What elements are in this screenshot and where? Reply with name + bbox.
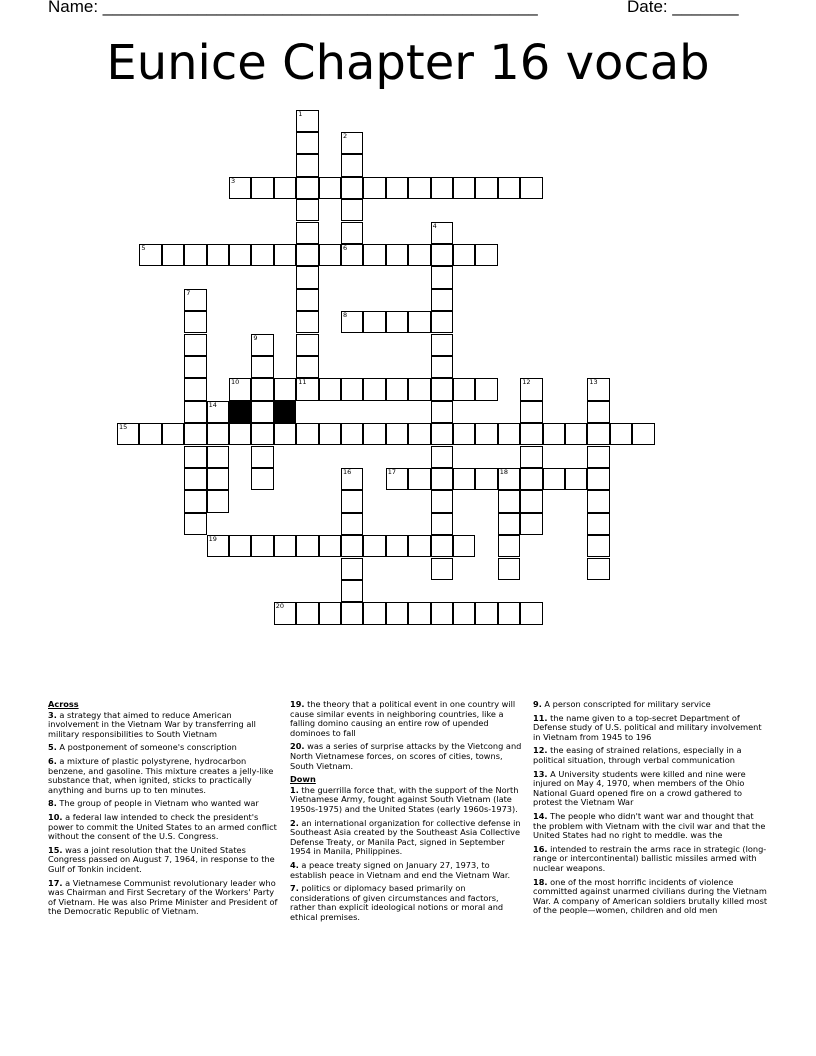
grid-cell[interactable]	[162, 423, 184, 445]
grid-cell[interactable]	[431, 222, 453, 244]
grid-cell[interactable]	[520, 423, 542, 445]
name-label: Name: ______________________________________________	[48, 0, 538, 16]
grid-cell[interactable]	[431, 602, 453, 624]
grid-cell[interactable]	[184, 356, 206, 378]
clue-text: a peace treaty signed on January 27, 1973, to establish peace in Vietnam and end the Vietnam War.	[290, 859, 511, 880]
clue-number: 10.	[48, 811, 63, 822]
grid-cell[interactable]	[184, 289, 206, 311]
cell-number: 3	[231, 176, 236, 185]
clue-item	[48, 743, 284, 753]
grid-cell[interactable]	[296, 311, 318, 333]
grid-cell[interactable]	[431, 266, 453, 288]
grid-cell[interactable]	[274, 244, 296, 266]
grid-cell[interactable]	[184, 401, 206, 423]
grid-cell[interactable]	[543, 423, 565, 445]
grid-cell[interactable]	[296, 154, 318, 176]
grid-cell[interactable]	[431, 468, 453, 490]
grid-cell[interactable]	[587, 446, 609, 468]
clue-number: 19.	[290, 699, 305, 709]
grid-cell[interactable]	[431, 558, 453, 580]
grid-cell[interactable]	[251, 423, 273, 445]
grid-cell[interactable]	[139, 423, 161, 445]
cell-number: 19	[208, 535, 217, 544]
grid-cell[interactable]	[341, 468, 363, 490]
grid-cell[interactable]	[296, 289, 318, 311]
grid-cell[interactable]	[251, 356, 273, 378]
grid-cell[interactable]	[453, 177, 475, 199]
grid-cell[interactable]	[408, 378, 430, 400]
grid-cell[interactable]	[341, 490, 363, 512]
cell-number: 13	[589, 378, 598, 387]
grid-cell[interactable]	[251, 446, 273, 468]
clue-item	[290, 884, 526, 922]
grid-cell[interactable]	[386, 177, 408, 199]
blocked-cell	[274, 401, 296, 423]
clue-number: 5.	[48, 742, 57, 753]
grid-cell[interactable]	[408, 244, 430, 266]
grid-cell[interactable]	[520, 513, 542, 535]
clue-number: 6.	[48, 755, 57, 766]
clue-text: A person conscripted for military service	[541, 699, 711, 709]
clue-text: the guerrilla force that, with the support of the North Vietnamese Army, fought against South Vietnam (late 1950s-1975) and the United States (early 1960s-1973).	[290, 784, 519, 814]
grid-cell[interactable]	[363, 423, 385, 445]
grid-cell[interactable]	[431, 423, 453, 445]
clue-item	[533, 714, 769, 743]
clue-item	[48, 757, 284, 795]
grid-cell[interactable]	[498, 468, 520, 490]
grid-cell[interactable]	[431, 446, 453, 468]
grid-cell[interactable]	[274, 423, 296, 445]
clue-item	[48, 813, 284, 842]
grid-cell[interactable]	[386, 311, 408, 333]
grid-cell[interactable]	[520, 177, 542, 199]
grid-cell[interactable]	[251, 401, 273, 423]
grid-cell[interactable]	[251, 468, 273, 490]
clue-text: A postponement of someone's conscription	[56, 742, 237, 753]
grid-cell[interactable]	[363, 378, 385, 400]
grid-cell[interactable]	[475, 602, 497, 624]
grid-cell[interactable]	[453, 423, 475, 445]
grid-cell[interactable]	[475, 468, 497, 490]
grid-cell[interactable]	[296, 222, 318, 244]
grid-cell[interactable]	[274, 378, 296, 400]
grid-cell[interactable]	[296, 334, 318, 356]
grid-cell[interactable]	[184, 446, 206, 468]
clue-number: 11.	[533, 712, 548, 723]
grid-cell[interactable]	[520, 446, 542, 468]
grid-cell[interactable]	[587, 401, 609, 423]
grid-cell[interactable]	[296, 132, 318, 154]
grid-cell[interactable]	[565, 468, 587, 490]
grid-cell[interactable]	[565, 423, 587, 445]
grid-cell[interactable]	[431, 490, 453, 512]
grid-cell[interactable]	[386, 468, 408, 490]
grid-cell[interactable]	[453, 535, 475, 557]
grid-cell[interactable]	[386, 423, 408, 445]
grid-cell[interactable]	[341, 199, 363, 221]
clue-text: The people who didn't want war and thought that the problem with Vietnam with the civil war and that the United States had no right to meddle. was the	[533, 810, 766, 841]
grid-cell[interactable]	[296, 177, 318, 199]
grid-cell[interactable]	[520, 602, 542, 624]
grid-cell[interactable]	[431, 334, 453, 356]
clue-text: an international organization for collective defense in Southeast Asia created by the Southeast Asia Collective Defense Treaty, or Manila Pact, signed in September 1954 in Manila, Philippines.	[290, 817, 521, 857]
grid-cell[interactable]	[251, 334, 273, 356]
cell-number: 10	[231, 378, 240, 387]
clue-text: was a joint resolution that the United States Congress passed on August 7, 1964, in response to the Gulf of Tonkin incident.	[48, 844, 275, 874]
grid-cell[interactable]	[632, 423, 654, 445]
grid-cell[interactable]	[363, 177, 385, 199]
clue-item	[48, 799, 284, 809]
clue-number: 16.	[533, 843, 548, 854]
grid-cell[interactable]	[475, 177, 497, 199]
grid-cell[interactable]	[251, 535, 273, 557]
grid-cell[interactable]	[431, 378, 453, 400]
grid-cell[interactable]	[431, 244, 453, 266]
grid-cell[interactable]	[453, 602, 475, 624]
grid-cell[interactable]	[296, 110, 318, 132]
grid-cell[interactable]	[274, 535, 296, 557]
clue-text: politics or diplomacy based primarily on considerations of given circumstances and factors, rather than explicit ideological notions or moral and ethical premises.	[290, 883, 504, 922]
grid-cell[interactable]	[408, 468, 430, 490]
grid-cell[interactable]	[207, 490, 229, 512]
grid-cell[interactable]	[207, 468, 229, 490]
grid-cell[interactable]	[475, 244, 497, 266]
clue-item	[533, 770, 769, 808]
grid-cell[interactable]	[431, 177, 453, 199]
grid-cell[interactable]	[319, 244, 341, 266]
grid-cell[interactable]	[117, 423, 139, 445]
clue-text: the theory that a political event in one country will cause similar events in neighboring countries, like a falling domino causing an entire row of upended dominoes to fall	[290, 699, 516, 738]
clue-item	[533, 700, 769, 710]
grid-cell[interactable]	[229, 177, 251, 199]
grid-cell[interactable]	[229, 244, 251, 266]
clue-number: 4.	[290, 859, 299, 870]
clue-item	[48, 711, 284, 740]
grid-cell[interactable]	[184, 423, 206, 445]
grid-cell[interactable]	[251, 244, 273, 266]
grid-cell[interactable]	[319, 378, 341, 400]
grid-cell[interactable]	[319, 423, 341, 445]
grid-cell[interactable]	[363, 535, 385, 557]
grid-cell[interactable]	[431, 513, 453, 535]
clue-item	[533, 812, 769, 841]
clue-number: 14.	[533, 810, 548, 821]
clue-item	[533, 845, 769, 874]
grid-cell[interactable]	[251, 378, 273, 400]
grid-cell[interactable]	[341, 244, 363, 266]
grid-cell[interactable]	[184, 311, 206, 333]
grid-cell[interactable]	[453, 468, 475, 490]
grid-cell[interactable]	[498, 513, 520, 535]
grid-cell[interactable]	[408, 602, 430, 624]
grid-cell[interactable]	[296, 356, 318, 378]
grid-cell[interactable]	[296, 535, 318, 557]
grid-cell[interactable]	[341, 154, 363, 176]
grid-cell[interactable]	[319, 177, 341, 199]
grid-cell[interactable]	[475, 378, 497, 400]
grid-cell[interactable]	[386, 244, 408, 266]
clue-text: A University students were killed and nine were injured on May 4, 1970, when members of the Ohio National Guard opened fire on a crowd gathered to protest the Vietnam War	[533, 768, 746, 808]
grid-cell[interactable]	[475, 423, 497, 445]
grid-cell[interactable]	[184, 513, 206, 535]
cell-number: 20	[275, 602, 285, 611]
grid-cell[interactable]	[610, 423, 632, 445]
grid-cell[interactable]	[587, 513, 609, 535]
clue-text: the name given to a top-secret Department of Defense study of U.S. political and military involvement in Vietnam from 1945 to 196	[533, 712, 762, 742]
grid-cell[interactable]	[408, 177, 430, 199]
cell-number: 4	[432, 221, 437, 230]
clue-text: intended to restrain the arms race in strategic (long-range or intercontinental) ballistic missiles armed with nuclear weapons.	[533, 843, 767, 873]
grid-cell[interactable]	[162, 244, 184, 266]
grid-cell[interactable]	[587, 468, 609, 490]
grid-cell[interactable]	[296, 602, 318, 624]
grid-cell[interactable]	[184, 468, 206, 490]
grid-cell[interactable]	[341, 602, 363, 624]
grid-cell[interactable]	[587, 535, 609, 557]
grid-cell[interactable]	[520, 468, 542, 490]
clue-item	[48, 879, 284, 917]
puzzle-title: Eunice Chapter 16 vocab	[106, 35, 710, 91]
clues-column-2	[290, 700, 526, 926]
grid-cell[interactable]	[408, 535, 430, 557]
clue-number: 12.	[533, 745, 548, 756]
grid-cell[interactable]	[207, 244, 229, 266]
grid-cell[interactable]	[341, 378, 363, 400]
grid-cell[interactable]	[498, 490, 520, 512]
clue-text: a federal law intended to check the president's power to commit the United States to an armed conflict without the consent of the U.S. Congress.	[48, 811, 277, 842]
grid-cell[interactable]	[386, 535, 408, 557]
grid-cell[interactable]	[453, 378, 475, 400]
blocked-cell	[229, 401, 251, 423]
clue-text: The group of people in Vietnam who wanted war	[56, 798, 259, 809]
cell-number: 17	[387, 467, 397, 476]
grid-cell[interactable]	[498, 602, 520, 624]
grid-cell[interactable]	[543, 468, 565, 490]
clue-number: 20.	[290, 741, 305, 752]
across-heading: Across	[48, 699, 79, 709]
grid-cell[interactable]	[229, 423, 251, 445]
grid-cell[interactable]	[363, 602, 385, 624]
grid-cell[interactable]	[296, 378, 318, 400]
clue-number: 1.	[290, 784, 299, 795]
grid-cell[interactable]	[341, 177, 363, 199]
clue-text: a strategy that aimed to reduce American involvement in the Vietnam War by transferring all military responsibilities to South Vietnam	[48, 709, 256, 739]
cell-number: 9	[253, 333, 258, 342]
grid-cell[interactable]	[184, 490, 206, 512]
clue-item	[48, 846, 284, 875]
down-heading: Down	[290, 774, 316, 785]
grid-cell[interactable]	[453, 244, 475, 266]
cell-number: 12	[522, 378, 531, 387]
clues-column-1	[48, 700, 284, 921]
grid-cell[interactable]	[520, 378, 542, 400]
grid-cell[interactable]	[184, 378, 206, 400]
clue-number: 13.	[533, 768, 548, 779]
clue-text: was a series of surprise attacks by the Vietcong and North Vietnamese forces, on scores of cities, towns, South Vietnam.	[290, 741, 522, 771]
clue-item	[533, 746, 769, 765]
cell-number: 2	[343, 131, 348, 140]
grid-cell[interactable]	[341, 311, 363, 333]
cell-number: 5	[141, 243, 146, 252]
grid-cell[interactable]	[319, 535, 341, 557]
clue-text: the easing of strained relations, especially in a political situation, through verbal communication	[533, 745, 742, 765]
clue-number: 9.	[533, 699, 542, 709]
date-label: Date: _______	[627, 0, 739, 16]
grid-cell[interactable]	[498, 423, 520, 445]
cell-number: 14	[208, 400, 217, 409]
grid-cell[interactable]	[587, 423, 609, 445]
grid-cell[interactable]	[207, 423, 229, 445]
grid-cell[interactable]	[363, 244, 385, 266]
grid-cell[interactable]	[408, 423, 430, 445]
grid-cell[interactable]	[431, 535, 453, 557]
clue-text: a Vietnamese Communist revolutionary leader who was Chairman and First Secretary of the Workers' Party of Vietnam. He was also Prime Minister and President of the Democratic Republic of Vietnam.	[48, 877, 278, 917]
grid-cell[interactable]	[386, 602, 408, 624]
grid-cell[interactable]	[296, 244, 318, 266]
clue-number: 3.	[48, 709, 57, 720]
grid-cell[interactable]	[587, 490, 609, 512]
grid-cell[interactable]	[229, 535, 251, 557]
grid-cell[interactable]	[341, 222, 363, 244]
clue-number: 17.	[48, 877, 63, 888]
grid-cell[interactable]	[341, 535, 363, 557]
grid-cell[interactable]	[386, 378, 408, 400]
grid-cell[interactable]	[587, 378, 609, 400]
grid-cell[interactable]	[587, 558, 609, 580]
cell-number: 11	[298, 378, 307, 387]
grid-cell[interactable]	[341, 423, 363, 445]
cell-number: 1	[298, 109, 303, 118]
clue-item	[290, 700, 526, 738]
grid-cell[interactable]	[274, 177, 296, 199]
grid-cell[interactable]	[251, 177, 273, 199]
grid-cell[interactable]	[139, 244, 161, 266]
cell-number: 7	[186, 288, 191, 297]
clue-number: 8.	[48, 798, 57, 809]
cell-number: 15	[119, 423, 128, 432]
clues-column-3	[533, 700, 769, 920]
cell-number: 16	[343, 467, 352, 476]
grid-cell[interactable]	[431, 311, 453, 333]
grid-cell[interactable]	[431, 356, 453, 378]
clue-item	[290, 742, 526, 771]
grid-cell[interactable]	[363, 311, 385, 333]
grid-cell[interactable]	[498, 535, 520, 557]
grid-cell[interactable]	[229, 378, 251, 400]
clue-item	[533, 878, 769, 916]
grid-cell[interactable]	[341, 580, 363, 602]
grid-cell[interactable]	[319, 602, 341, 624]
clue-item	[290, 819, 526, 857]
grid-cell[interactable]	[431, 289, 453, 311]
clue-text: a mixture of plastic polystyrene, hydrocarbon benzene, and gasoline. This mixture creates a jelly-like substance that, when ignited, sticks to practically anything and burns up to ten minutes.	[48, 755, 274, 795]
clue-item	[290, 786, 526, 815]
grid-cell[interactable]	[296, 199, 318, 221]
clue-number: 7.	[290, 883, 299, 894]
grid-cell[interactable]	[296, 266, 318, 288]
clue-text: one of the most horrific incidents of violence committed against unarmed civilians during the Vietnam War. A company of American soldiers brutally killed most of the people—women, children and old men	[533, 876, 768, 916]
grid-cell[interactable]	[341, 132, 363, 154]
grid-cell[interactable]	[498, 558, 520, 580]
grid-cell[interactable]	[207, 535, 229, 557]
clue-number: 2.	[290, 817, 299, 828]
grid-cell[interactable]	[431, 401, 453, 423]
grid-cell[interactable]	[184, 244, 206, 266]
grid-cell[interactable]	[498, 177, 520, 199]
cell-number: 8	[343, 311, 348, 320]
cell-number: 18	[499, 467, 509, 476]
clue-number: 18.	[533, 876, 548, 887]
grid-cell[interactable]	[341, 513, 363, 535]
grid-cell[interactable]	[520, 490, 542, 512]
grid-cell[interactable]	[207, 401, 229, 423]
clue-item	[290, 861, 526, 880]
grid-cell[interactable]	[207, 446, 229, 468]
grid-cell[interactable]	[520, 401, 542, 423]
grid-cell[interactable]	[274, 602, 296, 624]
clue-number: 15.	[48, 844, 63, 855]
grid-cell[interactable]	[408, 311, 430, 333]
cell-number: 6	[343, 243, 348, 252]
grid-cell[interactable]	[341, 558, 363, 580]
grid-cell[interactable]	[296, 423, 318, 445]
grid-cell[interactable]	[184, 334, 206, 356]
